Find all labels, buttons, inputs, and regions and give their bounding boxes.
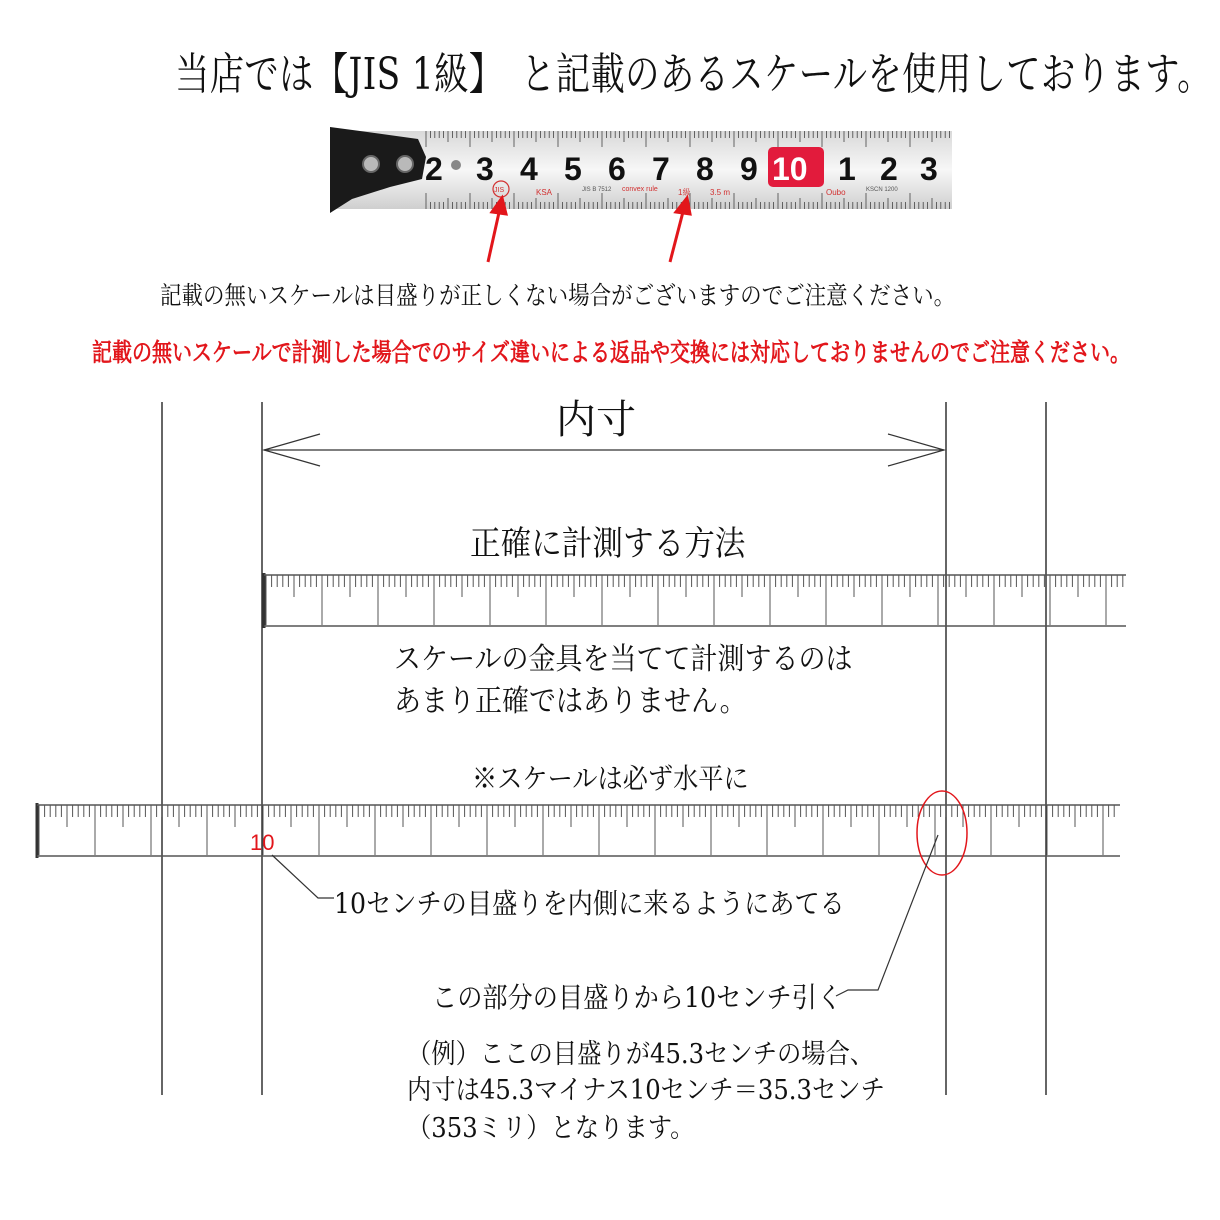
callout-subtract: この部分の目盛りから10センチ引く bbox=[432, 981, 843, 1014]
tape-number: 3 bbox=[920, 151, 938, 187]
ruler-ticks bbox=[39, 805, 1114, 855]
tape-number: 4 bbox=[520, 151, 538, 187]
red-arrow-jis-head bbox=[492, 198, 506, 214]
ruler-ten-cm-method bbox=[37, 803, 1120, 858]
ruler-ticks bbox=[266, 575, 1123, 625]
reading-point-highlight bbox=[917, 791, 967, 875]
tape-label: convex rule bbox=[622, 186, 658, 193]
tape-number: 1 bbox=[838, 151, 856, 187]
tape-number: 9 bbox=[740, 151, 758, 187]
red-arrow-class-head bbox=[676, 198, 690, 214]
example-line-3: （353ミリ）となります。 bbox=[407, 1113, 695, 1144]
note-red: 記載の無いスケールで計測した場合でのサイズ違いによる返品や交換には対応しておりませんのでご注意ください。 bbox=[92, 338, 1131, 367]
tape-number: 6 bbox=[608, 151, 626, 187]
tape-number: 2 bbox=[425, 151, 443, 187]
tape-label: KSA bbox=[536, 188, 553, 197]
ten-cm-mark: 10 bbox=[250, 830, 275, 855]
note-black: 記載の無いスケールは目盛りが正しくない場合がございますのでご注意ください。 bbox=[160, 281, 956, 310]
page-heading: 当店では【JIS 1級】 と記載のあるスケールを使用しております。 bbox=[175, 49, 1212, 100]
tape-label: Oubo bbox=[826, 188, 846, 197]
ruler-hook-method bbox=[264, 573, 1126, 628]
callout-ten-cm: 10センチの目盛りを内側に来るようにあてる bbox=[334, 887, 845, 920]
tape-label: 1級 bbox=[678, 188, 691, 197]
red-arrows bbox=[488, 198, 690, 262]
horizontal-note: ※スケールは必ず水平に bbox=[472, 762, 749, 795]
red-arrow-class bbox=[670, 208, 684, 262]
method-title: 正確に計測する方法 bbox=[470, 524, 746, 564]
red-arrow-jis bbox=[488, 208, 500, 262]
tape-number: 3 bbox=[476, 151, 494, 187]
tape-label: JIS bbox=[494, 187, 505, 194]
caution-line-1: スケールの金具を当てて計測するのは bbox=[394, 642, 853, 677]
tape-number: 8 bbox=[696, 151, 714, 187]
example-line-2: 内寸は45.3マイナス10センチ＝35.3センチ bbox=[407, 1075, 885, 1106]
caution-line-2: あまり正確ではありません。 bbox=[394, 684, 747, 719]
example-line-1: （例）ここの目盛りが45.3センチの場合、 bbox=[407, 1039, 875, 1070]
leader-ten-cm bbox=[272, 855, 334, 898]
inner-size-label: 内寸 bbox=[556, 397, 636, 443]
tape-number: 2 bbox=[880, 151, 898, 187]
tape-label: 3.5 m bbox=[710, 188, 731, 197]
tape-number: 10 bbox=[772, 151, 808, 187]
tape-number: 7 bbox=[652, 151, 670, 187]
tape-label: KSCN 1200 bbox=[866, 187, 898, 193]
tape-number: 5 bbox=[564, 151, 582, 187]
tape-label: JIS B 7512 bbox=[582, 187, 612, 193]
